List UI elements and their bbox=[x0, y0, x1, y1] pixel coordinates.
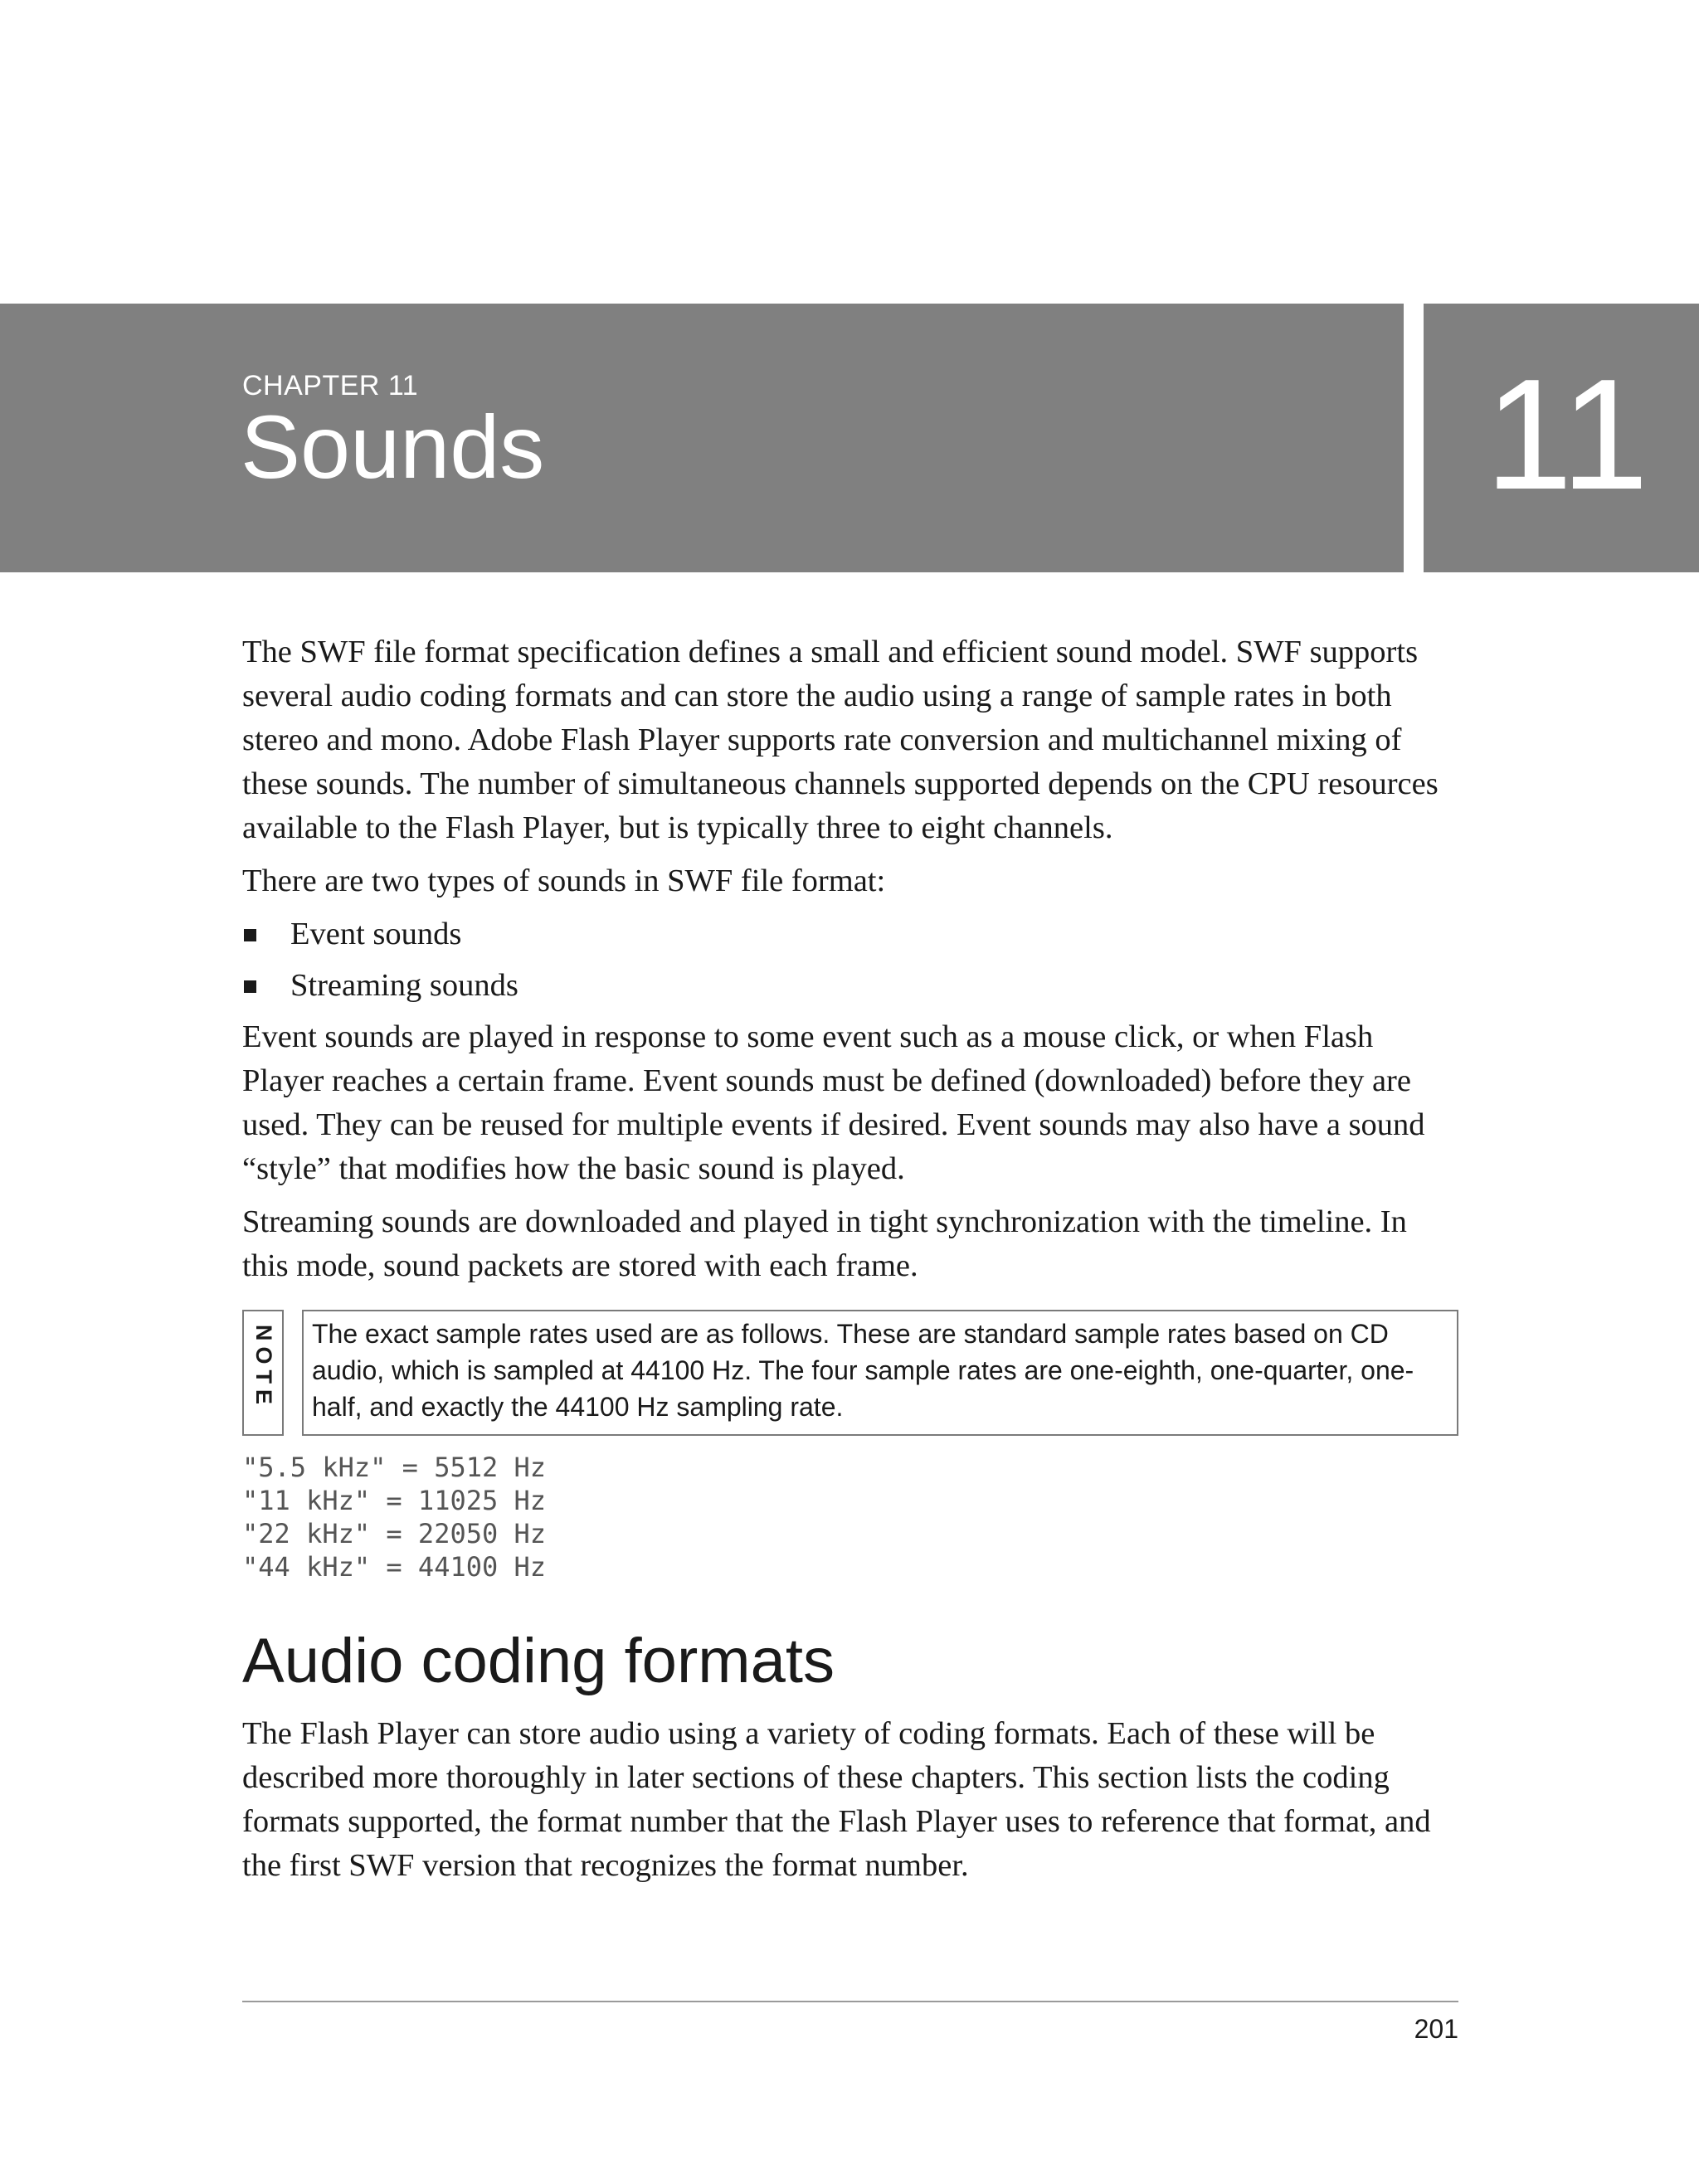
list-item bbox=[242, 964, 1458, 1008]
chapter-title: Sounds bbox=[241, 396, 545, 497]
chapter-number: 11 bbox=[1485, 347, 1649, 523]
code-line: "22 kHz" = 22050 Hz bbox=[242, 1518, 547, 1549]
list-item-text: Event sounds bbox=[290, 917, 462, 951]
event-sounds-paragraph: Event sounds are played in response to some event such as a mouse click, or when Flash Player reaches a certain frame. Event sounds must be defined (downloaded) before they are used. They can be reused for multiple events if desired. Event sounds may also have a sound “style” that modifies how the basic sound is played. bbox=[242, 1019, 1425, 1186]
chapter-banner bbox=[0, 304, 1404, 572]
list-item-text: Streaming sounds bbox=[290, 968, 518, 1003]
bullet-square-icon bbox=[244, 929, 256, 941]
footer-divider bbox=[242, 2001, 1458, 2002]
sound-types-intro: There are two types of sounds in SWF file format: bbox=[242, 863, 886, 898]
audio-formats-paragraph: The Flash Player can store audio using a variety of coding formats. Each of these will be described more thoroughly in later sections of these chapters. This section lists the coding formats supported, the format number that the Flash Player uses to reference that format, and the first SWF version that recognizes the format number. bbox=[242, 1716, 1431, 1884]
list-item bbox=[242, 912, 1458, 956]
note-callout bbox=[242, 1310, 1458, 1436]
code-line: "5.5 kHz" = 5512 Hz bbox=[242, 1452, 547, 1483]
sound-types-list bbox=[242, 912, 1458, 1008]
page-content bbox=[242, 630, 1458, 1897]
bullet-square-icon bbox=[244, 980, 256, 993]
section-heading: Audio coding formats bbox=[242, 1626, 835, 1696]
streaming-sounds-paragraph: Streaming sounds are downloaded and played in tight synchronization with the timeline. In this mode, sound packets are stored with each frame. bbox=[242, 1204, 1407, 1283]
note-text: The exact sample rates used are as follows. These are standard sample rates based on CD audio, which is sampled at 44100 Hz. The four sample rates are one-eighth, one-quarter, one-half, and exactly the 44100 Hz sampling rate. bbox=[302, 1310, 1458, 1436]
intro-paragraph: The SWF file format specification defines a small and efficient sound model. SWF supports several audio coding formats and can store the audio using a range of sample rates in both stereo and mono. Adobe Flash Player supports rate conversion and multichannel mixing of these sounds. The number of simultaneous channels supported depends on the CPU resources available to the Flash Player, but is typically three to eight channels. bbox=[242, 635, 1439, 845]
sample-rates-code-block bbox=[242, 1451, 1458, 1583]
note-tab bbox=[242, 1310, 284, 1436]
note-tab-label: NOTE bbox=[251, 1325, 276, 1411]
code-line: "11 kHz" = 11025 Hz bbox=[242, 1485, 547, 1516]
code-line: "44 kHz" = 44100 Hz bbox=[242, 1551, 547, 1583]
chapter-label: CHAPTER 11 bbox=[242, 370, 419, 401]
page-number: 201 bbox=[1414, 2014, 1458, 2044]
